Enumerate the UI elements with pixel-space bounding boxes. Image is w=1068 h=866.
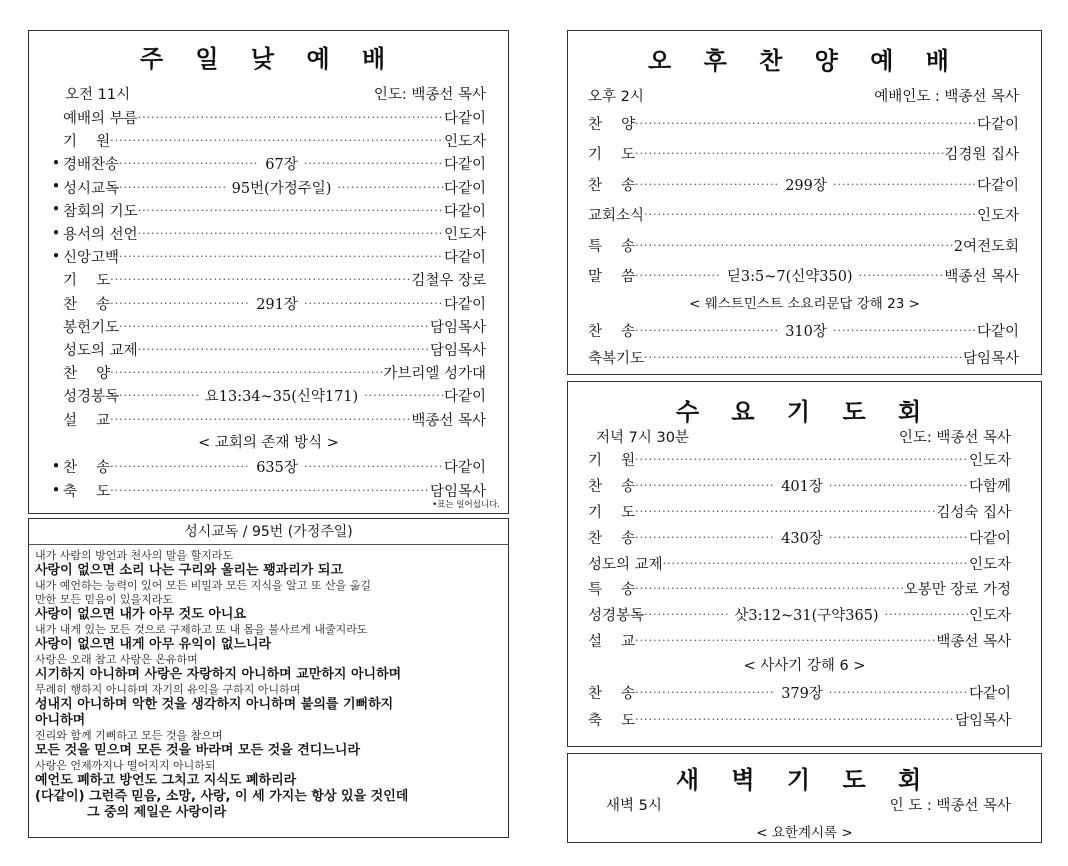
order-item [49, 315, 486, 338]
item-leader: 담임목사 [429, 319, 486, 336]
item-leader: 다같이 [968, 530, 1011, 547]
congregation-line: 사랑이 없으면 내게 아무 유익이 없느니라 [35, 637, 272, 652]
afternoon-leader: 예배인도 : 백종선 목사 [874, 89, 1019, 105]
dot-leader [635, 686, 775, 699]
sunday-order-list [49, 106, 486, 431]
dot-leader [635, 531, 775, 544]
item-detail: 요13:34~35(신약171) [204, 389, 359, 406]
dot-leader [119, 181, 226, 194]
item-name: 용서의 선언 [63, 227, 138, 244]
order-item [49, 361, 486, 384]
order-item [588, 628, 1011, 654]
item-detail: 291장 [256, 296, 298, 313]
item-leader: 다같이 [443, 157, 486, 174]
dot-leader [110, 297, 250, 310]
leader-line: 만한 모든 믿음이 있을지라도 [35, 593, 174, 606]
dot-leader [110, 134, 444, 147]
item-name: 교회소식 [588, 208, 645, 225]
dot-leader [635, 634, 936, 647]
wednesday-order-list-2 [588, 679, 1011, 733]
standing-mark: • [51, 155, 61, 172]
item-name: 기 도 [588, 147, 636, 164]
order-item [588, 499, 1011, 525]
item-name: 예배의 부름 [63, 111, 138, 128]
wednesday-header [596, 426, 1011, 447]
standing-note: •표는 일어섭니다. [432, 500, 500, 510]
item-detail: 299장 [785, 177, 827, 194]
congregation-line: 모든 것을 믿으며 모든 것을 바라며 모든 것을 견디느니라 [35, 743, 361, 758]
sunday-order-list-2 [49, 455, 486, 503]
congregation-line: (다같이) 그런즉 믿음, 소망, 사랑, 이 세 가지는 항상 있을 것인데 [35, 789, 409, 804]
dot-leader [635, 147, 944, 160]
dot-leader [138, 204, 444, 217]
wednesday-order-list [588, 447, 1011, 653]
order-item [588, 679, 1011, 706]
dot-leader [829, 479, 969, 492]
leader-line: 내가 예언하는 능력이 있어 모든 비밀과 모든 지식을 알고 또 산을 옮길 [35, 579, 371, 592]
dot-leader [644, 608, 728, 621]
item-leader: 김경원 집사 [944, 147, 1019, 164]
dot-leader [644, 351, 963, 364]
order-item [49, 292, 486, 315]
dot-leader [337, 181, 444, 194]
congregation-line: 사랑이 없으면 소리 나는 구리와 울리는 꽹과리가 되고 [35, 563, 343, 578]
item-name: 축 도 [63, 484, 111, 501]
item-name: 찬 송 [588, 479, 636, 496]
wednesday-lecture: < 사사기 강해 6 > [743, 658, 866, 675]
reading-lines [29, 545, 508, 821]
dot-leader [829, 686, 969, 699]
congregation-line: 아니하며 [35, 713, 86, 728]
item-detail: 삿3:12~31(구약365) [734, 608, 879, 625]
order-item [49, 384, 486, 407]
dot-leader [635, 324, 779, 337]
item-leader: 다같이 [968, 686, 1011, 703]
dot-leader [304, 157, 444, 170]
afternoon-order-list-2 [588, 317, 1019, 371]
item-leader: 인도자 [968, 608, 1011, 625]
dot-leader [635, 713, 955, 726]
order-item [49, 222, 486, 245]
order-item [588, 169, 1019, 200]
item-name: 신앙고백 [63, 250, 120, 267]
sunday-header [65, 83, 486, 104]
order-item [49, 455, 486, 479]
order-item [588, 344, 1019, 371]
standing-mark: • [51, 202, 61, 219]
item-leader: 백종선 목사 [936, 633, 1011, 650]
order-item [588, 317, 1019, 344]
responsive-reading-box [28, 518, 509, 838]
congregation-line: 사랑이 없으면 내가 아무 것도 아니요 [35, 607, 246, 622]
dot-leader [663, 557, 969, 570]
dot-leader [635, 178, 779, 191]
item-name: 기 도 [63, 273, 111, 290]
order-item [49, 106, 486, 129]
leader-line: 무례히 행하지 아니하며 자기의 유익을 구하지 아니하며 [35, 683, 301, 696]
dot-leader [364, 389, 444, 402]
item-leader: 담임목사 [429, 484, 486, 501]
dot-leader [110, 273, 411, 286]
item-name: 특 송 [588, 238, 636, 255]
item-name: 찬 송 [588, 324, 636, 340]
standing-mark: • [51, 179, 61, 196]
item-leader: 다같이 [443, 180, 486, 197]
wednesday-title: 수 요 기 도 회 [675, 398, 934, 426]
item-leader: 인도자 [968, 556, 1011, 573]
item-leader: 다같이 [443, 111, 486, 128]
order-item [588, 706, 1011, 733]
dot-leader [635, 582, 904, 595]
item-name: 성도의 교제 [63, 342, 138, 359]
item-name: 설 교 [588, 633, 636, 650]
order-item [49, 245, 486, 268]
wednesday-prayer-box [567, 381, 1042, 747]
sunday-title: 주 일 낮 예 배 [139, 45, 398, 73]
order-item [49, 268, 486, 291]
item-detail: 310장 [785, 324, 827, 340]
item-detail: 430장 [781, 530, 823, 547]
dawn-header [606, 794, 1011, 815]
dot-leader [110, 413, 411, 426]
wednesday-time: 저녁 7시 30분 [596, 430, 689, 446]
afternoon-lecture: < 웨스트민스트 소요리문답 강해 23 > [689, 296, 920, 312]
reading-title: 성시교독 / 95번 (가정주일) [29, 519, 508, 545]
item-leader: 다같이 [976, 177, 1019, 194]
item-detail: 401장 [781, 479, 823, 496]
dawn-leader: 인 도 : 백종선 목사 [889, 798, 1011, 814]
dot-leader [635, 117, 977, 130]
item-leader: 인도자 [443, 227, 486, 244]
item-leader: 백종선 목사 [944, 269, 1019, 286]
item-detail: 95번(가정주일) [231, 180, 332, 197]
afternoon-header [588, 85, 1019, 106]
order-item [49, 338, 486, 361]
standing-mark: • [51, 248, 61, 265]
sunday-sermon-title: < 교회의 존재 방식 > [198, 434, 339, 451]
leader-line: 사랑은 오래 참고 사랑은 온유하며 [35, 653, 198, 666]
afternoon-title: 오 후 찬 양 예 배 [648, 47, 961, 75]
order-item [588, 447, 1011, 473]
congregation-line: 예언도 폐하고 방언도 그치고 지식도 폐하리라 [35, 773, 297, 788]
dot-leader [644, 208, 977, 221]
dot-leader [885, 608, 969, 621]
dot-leader [635, 239, 954, 252]
dot-leader [110, 460, 250, 473]
item-leader: 인도자 [968, 453, 1011, 470]
afternoon-service-box [567, 30, 1042, 375]
standing-mark: • [51, 458, 61, 475]
dot-leader [833, 178, 977, 191]
standing-mark: • [51, 482, 61, 499]
order-item [588, 473, 1011, 499]
dot-leader [635, 479, 775, 492]
item-name: 찬 송 [588, 686, 636, 703]
dot-leader [138, 227, 444, 240]
item-leader: 다함께 [968, 479, 1011, 496]
item-detail: 379장 [781, 686, 823, 703]
item-leader: 김성숙 집사 [936, 504, 1011, 521]
item-leader: 백종선 목사 [411, 412, 486, 429]
item-name: 찬 송 [588, 177, 636, 194]
item-leader: 다같이 [976, 116, 1019, 133]
dawn-lecture: < 요한계시록 > [756, 825, 853, 841]
order-item [49, 176, 486, 199]
order-item [588, 261, 1019, 292]
order-item [49, 479, 486, 503]
order-item [588, 576, 1011, 602]
order-item [49, 129, 486, 152]
order-item [588, 550, 1011, 576]
item-detail: 635장 [256, 460, 298, 477]
order-item [49, 199, 486, 222]
dawn-prayer-box [567, 753, 1042, 843]
order-item [588, 602, 1011, 628]
congregation-line: 시기하지 아니하며 사랑은 자랑하지 아니하며 교만하지 아니하며 [35, 667, 402, 682]
dot-leader [138, 343, 430, 356]
item-name: 성경봉독 [588, 608, 645, 625]
dot-leader [119, 250, 444, 263]
item-leader: 인도자 [976, 208, 1019, 225]
leader-line: 내가 사람의 방언과 천사의 말을 할지라도 [35, 549, 234, 562]
dot-leader [635, 453, 969, 466]
leader-line: 진리와 함께 기뻐하고 모든 것을 참으며 [35, 729, 223, 742]
item-name: 축 도 [588, 713, 636, 730]
dot-leader [859, 269, 945, 282]
order-item [588, 524, 1011, 550]
item-leader: 다같이 [443, 250, 486, 267]
item-leader: 다같이 [443, 389, 486, 406]
item-name: 성경봉독 [63, 389, 120, 406]
sunday-time: 오전 11시 [65, 87, 131, 103]
dot-leader [635, 269, 721, 282]
item-leader: 다같이 [443, 460, 486, 477]
wednesday-leader: 인도: 백종선 목사 [898, 430, 1011, 446]
order-item [588, 139, 1019, 170]
item-name: 말 씀 [588, 269, 636, 286]
item-leader: 인도자 [443, 134, 486, 151]
item-name: 찬 송 [588, 530, 636, 547]
item-name: 찬 양 [588, 116, 636, 133]
congregation-line: 성내지 아니하며 악한 것을 생각하지 아니하며 불의를 기뻐하지 [35, 697, 394, 712]
item-name: 기 원 [588, 453, 636, 470]
item-leader: 다같이 [443, 203, 486, 220]
dot-leader [110, 484, 430, 497]
item-name: 경배찬송 [63, 157, 120, 174]
sunday-leader: 인도: 백종선 목사 [373, 87, 486, 103]
item-name: 찬 송 [63, 460, 111, 477]
item-leader: 오봉만 장로 가정 [903, 582, 1011, 599]
item-leader: 가브리엘 성가대 [383, 366, 486, 383]
item-name: 축복기도 [588, 351, 645, 367]
afternoon-time: 오후 2시 [588, 89, 644, 105]
item-leader: 담임목사 [429, 342, 486, 359]
item-leader: 2여전도회 [953, 238, 1019, 255]
item-name: 기 도 [588, 504, 636, 521]
leader-line: 사랑은 언제까지나 떨어지지 아니하되 [35, 759, 216, 772]
dawn-title: 새 벽 기 도 회 [675, 766, 934, 794]
item-leader: 담임목사 [954, 713, 1011, 730]
dot-leader [829, 531, 969, 544]
item-name: 찬 송 [63, 296, 111, 313]
dot-leader [304, 460, 444, 473]
standing-mark: • [51, 225, 61, 242]
congregation-line: 그 중의 제일은 사랑이라 [35, 805, 227, 820]
order-item [588, 108, 1019, 139]
item-name: 성도의 교제 [588, 556, 663, 573]
item-name: 설 교 [63, 412, 111, 429]
sunday-service-box [28, 30, 509, 514]
item-leader: 다같이 [976, 324, 1019, 340]
dot-leader [138, 111, 444, 124]
item-name: 봉헌기도 [63, 319, 120, 336]
item-detail: 딛3:5~7(신약350) [726, 269, 853, 286]
dot-leader [304, 297, 444, 310]
order-item [49, 152, 486, 175]
order-item [588, 200, 1019, 231]
item-leader: 담임목사 [962, 351, 1019, 367]
item-name: 특 송 [588, 582, 636, 599]
dot-leader [635, 505, 936, 518]
order-item [588, 230, 1019, 261]
item-name: 참회의 기도 [63, 203, 138, 220]
item-name: 성시교독 [63, 180, 120, 197]
dot-leader [119, 157, 259, 170]
dot-leader [110, 366, 383, 379]
order-item [49, 407, 486, 430]
dot-leader [119, 320, 430, 333]
item-name: 기 원 [63, 134, 111, 151]
afternoon-order-list [588, 108, 1019, 291]
item-leader: 다같이 [443, 296, 486, 313]
item-leader: 김철우 장로 [411, 273, 486, 290]
dot-leader [833, 324, 977, 337]
item-name: 찬 양 [63, 366, 111, 383]
item-detail: 67장 [265, 157, 298, 174]
dawn-time: 새벽 5시 [606, 798, 662, 814]
dot-leader [119, 389, 199, 402]
leader-line: 내가 내게 있는 모든 것으로 구제하고 또 내 몸을 불사르게 내줄지라도 [35, 623, 368, 636]
